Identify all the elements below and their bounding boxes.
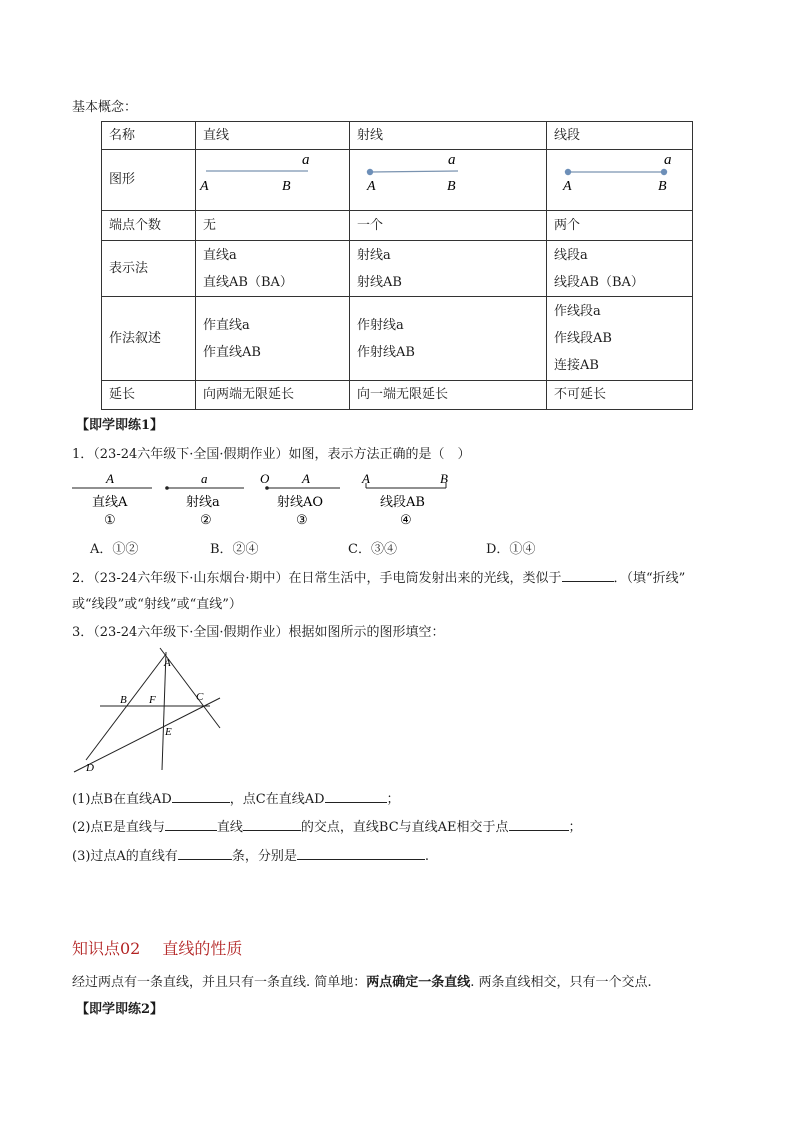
q1-fig2-num: ②	[200, 513, 212, 528]
notation-segment-1: 线段a	[554, 247, 588, 263]
kp02-number: 知识点02	[72, 939, 141, 958]
q3-sub3-blank-2[interactable]	[297, 845, 425, 860]
q3-label-F: F	[149, 694, 156, 706]
q3-label-A: A	[164, 657, 171, 669]
extension-line: 向两端无限延长	[196, 381, 350, 410]
q1-option-d[interactable]: D．①④	[486, 542, 536, 557]
line-figure-cell	[196, 150, 350, 211]
practice-2-label: 【即学即练2】	[76, 1002, 164, 1017]
q3-sub2-b: 直线	[216, 820, 243, 835]
q1-fig2-caption: 射线a	[186, 495, 220, 510]
q1-fig1-top: A	[106, 471, 114, 486]
notation-line-2: 直线AB（BA）	[203, 274, 293, 290]
q3-sub1-blank-2[interactable]	[325, 788, 387, 803]
practice-1-label: 【即学即练1】	[76, 418, 164, 433]
construction-segment-3: 连接AB	[554, 358, 599, 373]
question-1-text: 1．（23-24六年级下·全国·假期作业）如图，表示方法正确的是（ ）	[72, 447, 471, 462]
figure-row-label: 图形	[102, 150, 196, 211]
construction-segment-2: 作线段AB	[554, 331, 612, 346]
knowledge-point-02-heading	[72, 936, 264, 959]
segment-label-B: B	[658, 179, 667, 194]
q3-sub3-a: (3)过点A的直线有	[72, 849, 178, 864]
kp02-title: 直线的性质	[162, 939, 243, 958]
question-3-text: 3．（23-24六年级下·全国·假期作业）根据如图所示的图形填空：	[72, 625, 445, 640]
q3-label-E: E	[165, 726, 172, 738]
question-1-figures	[70, 466, 470, 530]
notation-ray	[350, 241, 547, 297]
segment-endpoint-right	[661, 169, 667, 175]
construction-line	[196, 297, 350, 381]
q1-figure-1	[72, 471, 152, 528]
q2-blank[interactable]	[562, 567, 614, 582]
construction-ray-2: 作射线AB	[357, 344, 415, 360]
segment-label-a: a	[664, 152, 672, 168]
notation-ray-1: 射线a	[357, 247, 391, 263]
header-segment: 线段	[547, 122, 693, 150]
header-ray: 射线	[350, 122, 547, 150]
construction-line-2: 作直线AB	[203, 344, 261, 360]
q1-option-a[interactable]: A．①②	[90, 542, 139, 557]
q1-fig3-top: A	[302, 471, 310, 486]
construction-segment-1: 作线段a	[554, 304, 601, 319]
q3-sub1-blank-1[interactable]	[172, 788, 230, 803]
q1-option-c[interactable]: C．③④	[348, 542, 397, 557]
notation-ray-2: 射线AB	[357, 274, 402, 290]
construction-line-1: 作直线a	[203, 317, 250, 333]
q3-sub3-blank-1[interactable]	[178, 845, 232, 860]
q3-sub1-a: (1)点B在直线AD	[72, 792, 172, 807]
construction-ray-1: 作射线a	[357, 317, 404, 333]
question-2-line-1	[72, 567, 685, 586]
kp02-text-bold: 两点确定一条直线	[366, 975, 471, 990]
q1-fig1-caption: 直线A	[92, 495, 128, 510]
endpoint-ray: 一个	[350, 211, 547, 241]
q1-fig2-top: a	[201, 471, 208, 486]
q3-sub2-c: 的交点，直线BC与直线AE相交于点	[300, 820, 509, 835]
endpoint-row-label: 端点个数	[102, 211, 196, 241]
q1-fig4-top: B	[440, 471, 448, 486]
q3-line-ae	[162, 652, 166, 770]
line-label-B: B	[282, 179, 291, 194]
kp02-text-b: . 两条直线相交，只有一个交点.	[470, 975, 652, 990]
q1-fig4-num: ④	[400, 513, 412, 528]
ray-figure-cell	[350, 150, 547, 211]
q3-sub2-blank-3[interactable]	[509, 816, 569, 831]
notation-line-1: 直线a	[203, 247, 237, 263]
q3-sub3-b: 条，分别是	[231, 849, 297, 864]
q3-sub1-b: ，点C在直线AD	[229, 792, 325, 807]
q3-label-D: D	[86, 762, 94, 774]
q3-sub3-c: .	[424, 849, 429, 864]
section-heading: 基本概念：	[72, 100, 138, 115]
segment-endpoint-left	[565, 169, 571, 175]
q3-sub2-a: (2)点E是直线与	[72, 820, 165, 835]
ray-shape	[370, 171, 458, 172]
q2-text-b: ．（填“折线”	[613, 571, 686, 586]
q3-sub2-blank-1[interactable]	[165, 816, 217, 831]
ray-label-A: A	[367, 179, 376, 194]
ray-label-a: a	[448, 152, 456, 168]
ray-figure	[350, 150, 547, 210]
segment-figure-cell	[547, 150, 693, 211]
q3-label-C: C	[196, 691, 204, 703]
q3-sub1-c: ；	[386, 792, 400, 807]
notation-segment	[547, 241, 693, 297]
question-3-figure	[70, 646, 230, 776]
q1-fig4-topleft: A	[362, 471, 370, 486]
q3-sub2-d: ；	[568, 820, 582, 835]
q3-label-B: B	[120, 694, 127, 706]
q3-sub-1	[72, 788, 400, 807]
q2-text-a: 2．（23-24六年级下·山东烟台·期中）在日常生活中，手电筒发射出来的光线，类似于	[72, 571, 562, 586]
notation-line	[196, 241, 350, 297]
concept-table	[101, 121, 693, 410]
line-label-A: A	[200, 179, 209, 194]
q3-line-dc	[74, 698, 220, 772]
q1-option-b[interactable]: B．②④	[210, 542, 259, 557]
q1-figure-3	[260, 471, 340, 528]
q1-fig4-caption: 线段AB	[380, 495, 425, 510]
q3-sub-3	[72, 845, 429, 864]
segment-figure	[547, 150, 693, 210]
construction-segment	[547, 297, 693, 381]
endpoint-line: 无	[196, 211, 350, 241]
endpoint-segment: 两个	[547, 211, 693, 241]
q1-fig3-topleft: O	[260, 471, 270, 486]
q1-figure-4	[361, 471, 448, 528]
construction-row-label: 作法叙述	[102, 297, 196, 381]
q3-line-da	[86, 654, 166, 760]
notation-segment-2: 线段AB（BA）	[554, 274, 644, 290]
q1-figure-2	[165, 471, 244, 528]
segment-label-A: A	[563, 179, 572, 194]
line-figure	[196, 150, 350, 210]
header-name: 名称	[102, 122, 196, 150]
q1-fig3-num: ③	[296, 513, 308, 528]
q3-sub2-blank-2[interactable]	[243, 816, 301, 831]
header-line: 直线	[196, 122, 350, 150]
q1-fig1-num: ①	[104, 513, 116, 528]
kp02-statement	[72, 971, 652, 990]
extension-row-label: 延长	[102, 381, 196, 410]
extension-segment: 不可延长	[547, 381, 693, 410]
line-label-a: a	[302, 152, 310, 168]
q3-sub-2	[72, 816, 582, 835]
construction-ray	[350, 297, 547, 381]
ray-endpoint	[367, 169, 373, 175]
extension-ray: 向一端无限延长	[350, 381, 547, 410]
ray-label-B: B	[447, 179, 456, 194]
notation-row-label: 表示法	[102, 241, 196, 297]
question-2-line-2: 或“线段”或“射线”或“直线”）	[72, 597, 242, 612]
q1-fig3-caption: 射线AO	[277, 495, 324, 510]
kp02-text-a: 经过两点有一条直线，并且只有一条直线. 简单地：	[72, 975, 367, 990]
